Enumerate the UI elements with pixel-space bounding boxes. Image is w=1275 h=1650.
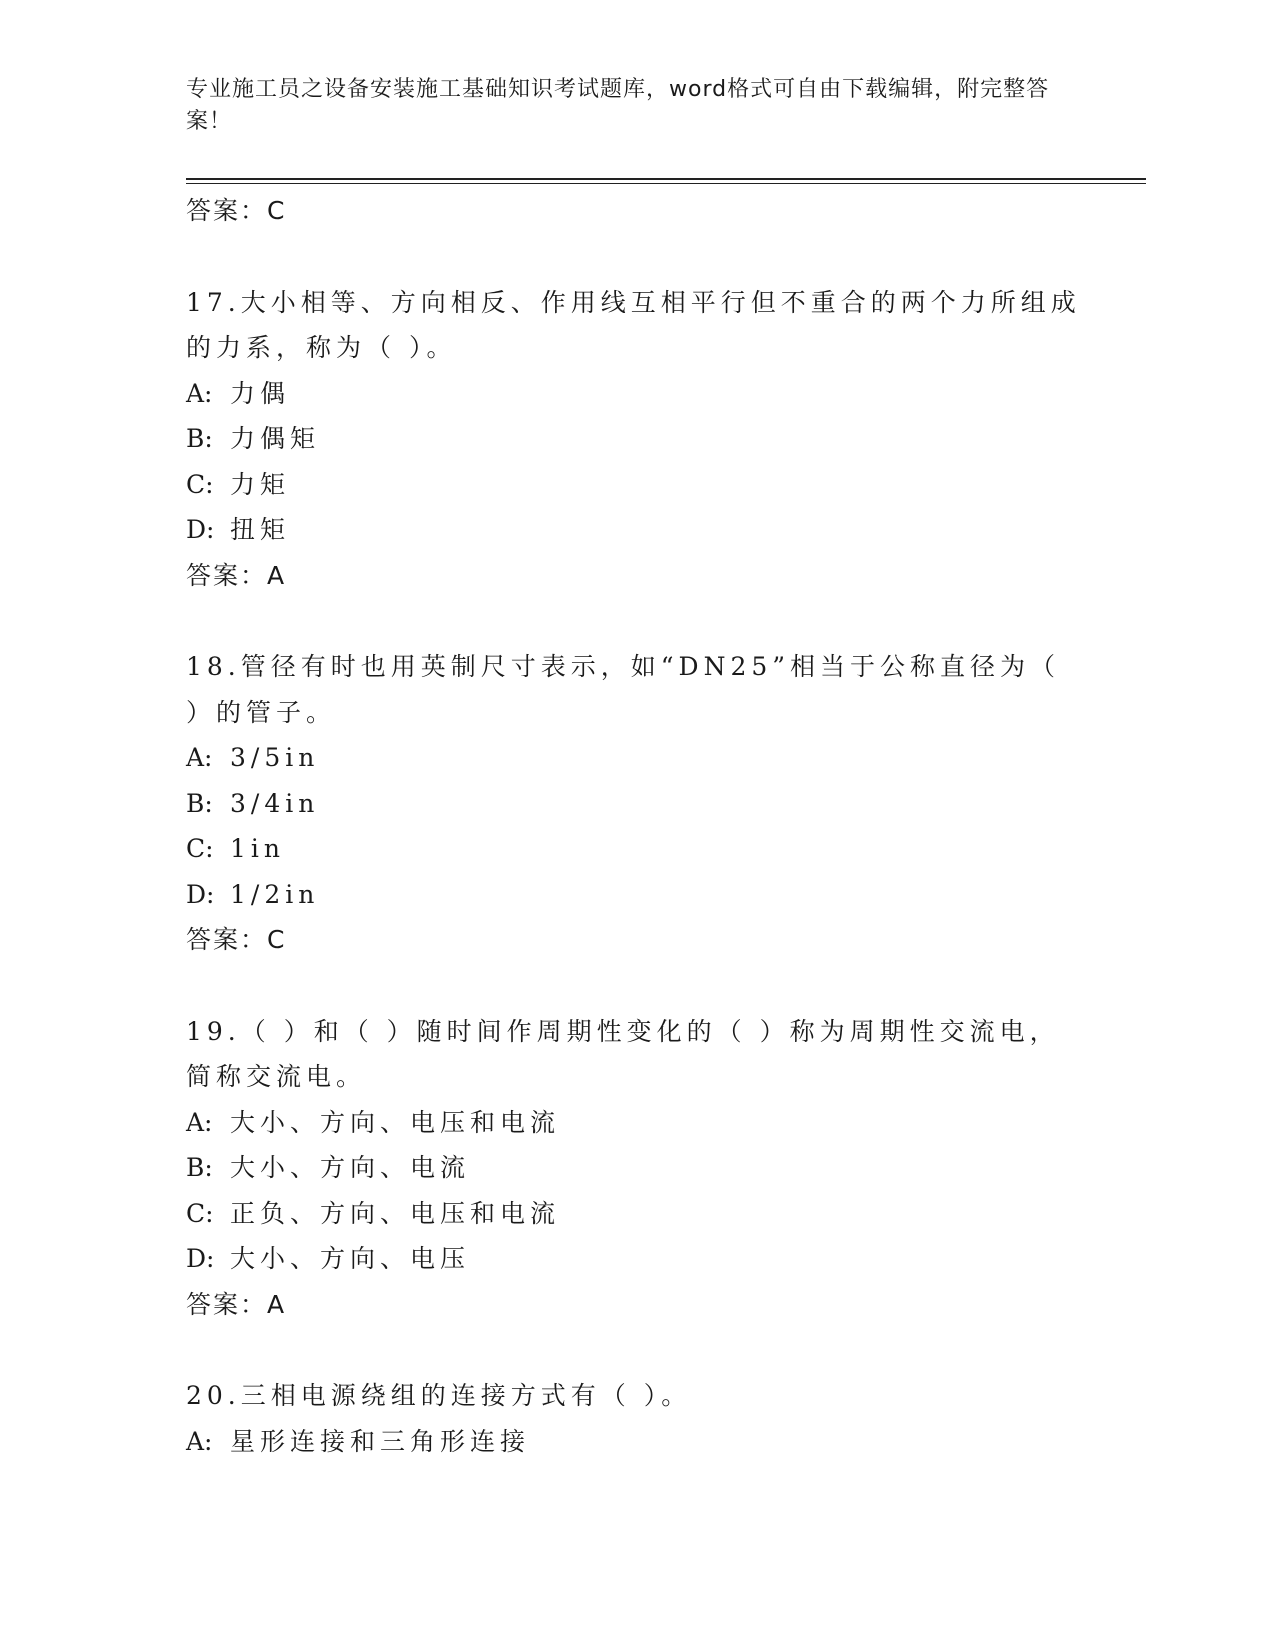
option-c	[186, 1191, 1086, 1237]
option-letter: D:	[186, 515, 215, 544]
question-block	[186, 280, 1086, 599]
option-a	[186, 735, 1086, 781]
option-b	[186, 416, 1086, 462]
question-stem: 17.大小相等、方向相反、作用线互相平行但不重合的两个力所组成的力系，称为（ ）。	[186, 287, 1081, 362]
option-text: 力矩	[230, 469, 291, 499]
option-text: 1in	[230, 834, 286, 863]
option-text: 力偶	[230, 378, 291, 408]
option-text: 星形连接和三角形连接	[230, 1426, 531, 1456]
option-letter: C:	[186, 834, 214, 863]
option-letter: A:	[186, 1107, 213, 1137]
question-stem: 20.三相电源绕组的连接方式有（ ）。	[186, 1381, 692, 1410]
option-text: 3/5in	[230, 743, 320, 772]
option-text: 3/4in	[230, 788, 320, 818]
option-letter: C:	[186, 469, 214, 499]
question-stem: 19.（ ）和（ ）随时间作周期性变化的（ ）称为周期性交流电，简称交流电。	[186, 1016, 1060, 1091]
option-text: 大小、方向、电流	[230, 1153, 471, 1182]
option-letter: B:	[186, 1153, 213, 1182]
question-block	[186, 1373, 1086, 1464]
option-d	[186, 507, 1086, 553]
option-letter: A:	[186, 378, 213, 408]
question-block	[186, 1009, 1086, 1328]
option-letter: A:	[186, 743, 213, 772]
option-text: 力偶矩	[230, 424, 321, 453]
option-a	[186, 371, 1086, 417]
option-text: 正负、方向、电压和电流	[230, 1198, 561, 1228]
option-letter: D:	[186, 879, 215, 909]
option-letter: B:	[186, 788, 213, 818]
option-c	[186, 462, 1086, 508]
option-text: 大小、方向、电压	[230, 1244, 471, 1273]
answer-line: 答案：C	[186, 196, 287, 225]
option-b	[186, 1145, 1086, 1191]
option-a	[186, 1100, 1086, 1146]
answer-line: 答案：A	[186, 1289, 287, 1319]
option-letter: B:	[186, 424, 213, 453]
option-d	[186, 1236, 1086, 1282]
option-text: 大小、方向、电压和电流	[230, 1107, 561, 1137]
question-stem: 18.管径有时也用英制尺寸表示，如“DN25”相当于公称直径为（ ）的管子。	[186, 652, 1061, 727]
answer-line: 答案：C	[186, 925, 287, 954]
option-a	[186, 1419, 1086, 1465]
question-block	[186, 644, 1086, 963]
option-text: 扭矩	[230, 515, 291, 544]
option-c	[186, 826, 1086, 872]
question-list	[186, 188, 1086, 1464]
option-b	[186, 781, 1086, 827]
document-header: 专业施工员之设备安装施工基础知识考试题库，word格式可自由下载编辑，附完整答案！	[186, 77, 1050, 134]
option-d	[186, 872, 1086, 918]
option-text: 1/2in	[230, 879, 320, 909]
option-letter: A:	[186, 1426, 213, 1456]
header-divider	[186, 178, 1146, 184]
option-letter: C:	[186, 1198, 214, 1228]
option-letter: D:	[186, 1244, 215, 1273]
answer-line: 答案：A	[186, 560, 287, 590]
